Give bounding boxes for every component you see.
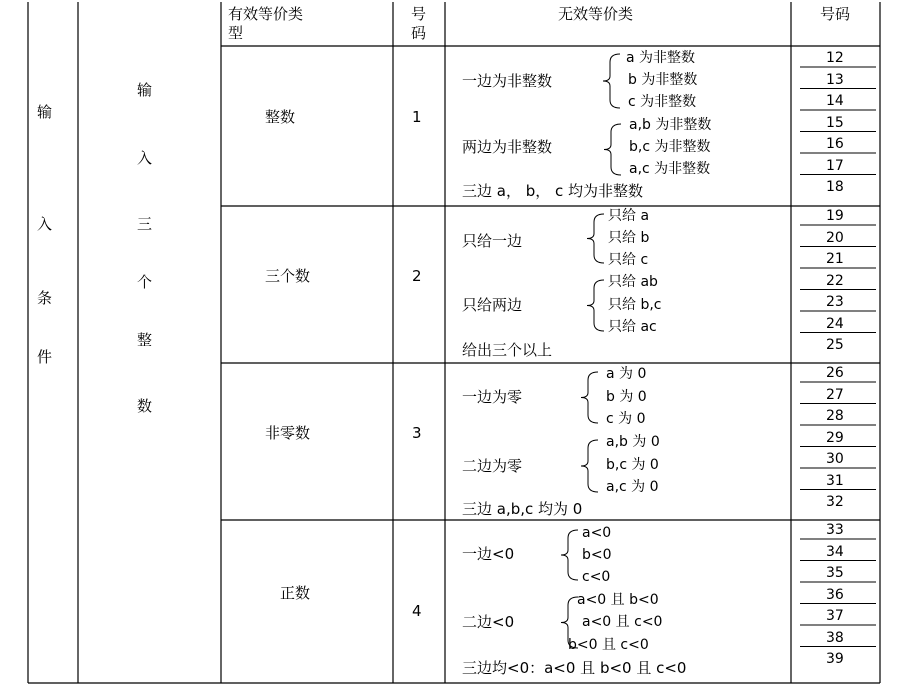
col2-char: 数 bbox=[137, 397, 153, 415]
sub-label: 一边为非整数 bbox=[462, 72, 553, 90]
sub-item: a 为 0 bbox=[606, 366, 647, 382]
group-last: 三边 a， b， c 均为非整数 bbox=[462, 182, 644, 200]
sub-item: c 为 0 bbox=[606, 411, 646, 427]
sub-item: a<0 且 b<0 bbox=[577, 592, 659, 608]
col1-char: 条 bbox=[37, 289, 53, 307]
sub-item: c 为非整数 bbox=[628, 94, 697, 110]
group-id: 2 bbox=[412, 267, 422, 285]
group-id: 1 bbox=[412, 108, 422, 126]
group-last: 给出三个以上 bbox=[462, 341, 553, 359]
sub-label: 只给一边 bbox=[462, 232, 523, 250]
sub-label: 一边为零 bbox=[462, 388, 523, 406]
header-number-2: 码 bbox=[411, 24, 427, 42]
number-cell: 22 bbox=[826, 272, 844, 289]
number-cell: 17 bbox=[826, 157, 844, 174]
sub-item: a<0 bbox=[582, 525, 612, 541]
col1-char: 入 bbox=[37, 215, 53, 233]
sub-item: 只给 ab bbox=[608, 274, 658, 290]
col2-char: 整 bbox=[137, 331, 153, 349]
number-cell: 20 bbox=[826, 229, 844, 246]
sub-label: 二边为零 bbox=[462, 457, 523, 475]
number-cell: 39 bbox=[826, 651, 844, 667]
col2-char: 输 bbox=[137, 81, 153, 99]
group-name: 正数 bbox=[280, 584, 311, 602]
col1-char: 件 bbox=[37, 348, 53, 366]
number-cell: 16 bbox=[826, 136, 844, 152]
sub-item: b<0 且 c<0 bbox=[568, 637, 649, 653]
sub-item: b 为非整数 bbox=[628, 72, 698, 88]
col1-char: 输 bbox=[37, 103, 53, 121]
sub-item: b 为 0 bbox=[606, 389, 647, 405]
sub-item: b,c 为 0 bbox=[606, 457, 659, 473]
curly-brace bbox=[587, 214, 604, 263]
sub-item: a 为非整数 bbox=[626, 50, 696, 66]
number-cell: 30 bbox=[826, 451, 844, 467]
header-number-full: 号码 bbox=[820, 5, 851, 23]
sub-item: a,c 为非整数 bbox=[629, 161, 711, 177]
number-cell: 31 bbox=[826, 472, 844, 489]
number-cell: 15 bbox=[826, 114, 844, 131]
sub-item: a,b 为 0 bbox=[606, 434, 660, 450]
group-last: 三边 a,b,c 均为 0 bbox=[462, 500, 583, 518]
curly-brace bbox=[603, 54, 620, 108]
number-cell: 28 bbox=[826, 408, 844, 424]
number-cell: 25 bbox=[826, 337, 844, 353]
sub-item: 只给 c bbox=[608, 252, 649, 268]
number-cell: 23 bbox=[826, 294, 844, 310]
number-cell: 24 bbox=[826, 315, 844, 332]
sub-item: a<0 且 c<0 bbox=[582, 614, 663, 630]
number-cell: 34 bbox=[826, 543, 844, 560]
curly-brace bbox=[581, 372, 598, 423]
number-cell: 21 bbox=[826, 251, 844, 267]
sub-item: 只给 b bbox=[608, 230, 650, 246]
sub-item: a,c 为 0 bbox=[606, 479, 659, 495]
group-name: 非零数 bbox=[265, 424, 311, 442]
number-cell: 27 bbox=[826, 386, 844, 403]
sub-label: 只给两边 bbox=[462, 296, 523, 314]
header-invalid-class: 无效等价类 bbox=[558, 5, 634, 23]
sub-item: 只给 ac bbox=[608, 319, 657, 335]
sub-item: c<0 bbox=[582, 569, 611, 585]
number-cell: 32 bbox=[826, 494, 844, 510]
sub-label: 二边<0 bbox=[462, 613, 515, 631]
col2-char: 三 bbox=[137, 215, 153, 233]
number-cell: 33 bbox=[826, 522, 844, 538]
curly-brace bbox=[581, 440, 598, 492]
group-id: 3 bbox=[412, 424, 422, 442]
header-number-1: 号 bbox=[411, 5, 427, 23]
sub-item: b,c 为非整数 bbox=[629, 139, 711, 155]
number-cell: 38 bbox=[826, 629, 844, 646]
sub-label: 两边为非整数 bbox=[462, 138, 553, 156]
number-cell: 19 bbox=[826, 208, 844, 224]
group-id: 4 bbox=[412, 602, 422, 620]
sub-item: b<0 bbox=[582, 547, 612, 563]
group-name: 整数 bbox=[265, 108, 296, 126]
number-cell: 13 bbox=[826, 71, 844, 88]
sub-item: a,b 为非整数 bbox=[629, 117, 712, 133]
number-cell: 18 bbox=[826, 179, 844, 195]
number-cell: 14 bbox=[826, 93, 844, 109]
header-valid-class-2: 型 bbox=[228, 24, 244, 42]
sub-item: 只给 b,c bbox=[608, 297, 662, 313]
sub-item: 只给 a bbox=[608, 208, 650, 224]
number-cell: 36 bbox=[826, 586, 844, 603]
col2-char: 入 bbox=[137, 149, 153, 167]
number-cell: 35 bbox=[826, 565, 844, 581]
curly-brace bbox=[587, 280, 604, 331]
number-cell: 12 bbox=[826, 50, 844, 66]
group-last: 三边均<0：a<0 且 b<0 且 c<0 bbox=[462, 659, 687, 677]
curly-brace bbox=[604, 124, 621, 175]
group-name: 三个数 bbox=[265, 267, 311, 285]
number-cell: 37 bbox=[826, 608, 844, 624]
curly-brace bbox=[561, 530, 578, 580]
col2-char: 个 bbox=[137, 273, 153, 291]
number-cell: 29 bbox=[826, 429, 844, 446]
sub-label: 一边<0 bbox=[462, 545, 515, 563]
header-valid-class: 有效等价类 bbox=[228, 5, 304, 23]
number-cell: 26 bbox=[826, 365, 844, 381]
